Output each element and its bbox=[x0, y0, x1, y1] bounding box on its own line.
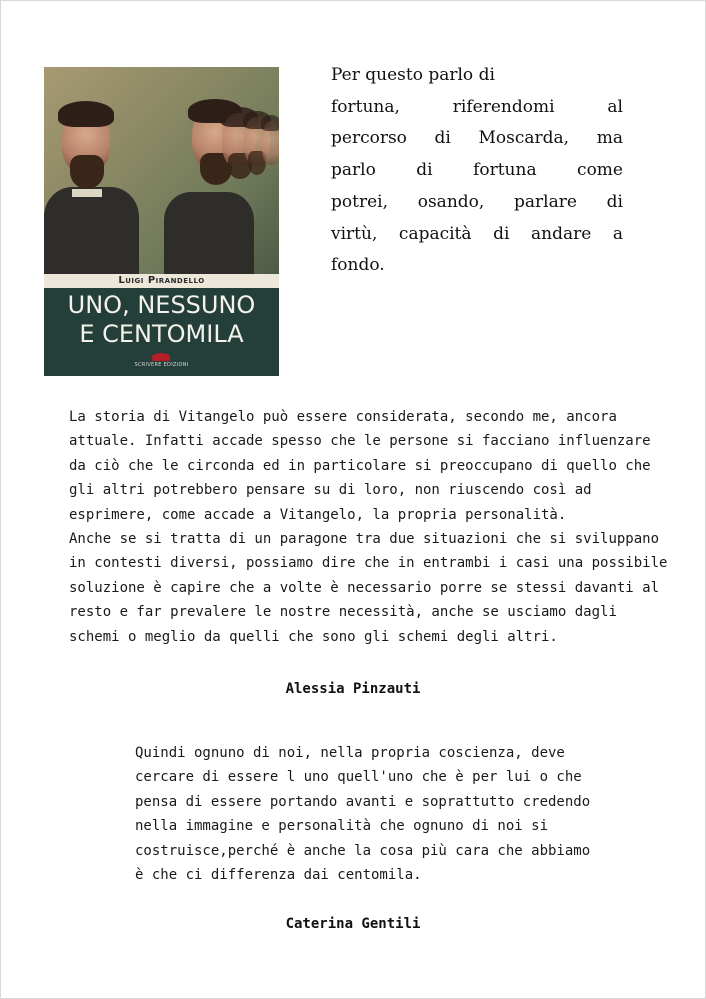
intro-line: potrei, osando, parlare di bbox=[331, 191, 623, 212]
intro-line: fondo. bbox=[331, 255, 385, 276]
intro-paragraph bbox=[331, 60, 623, 282]
essay1-line: in contesti diversi, possiamo dire che in entrambi i casi una possibile bbox=[69, 555, 668, 572]
essay2-line: costruisce,perché è anche la cosa più cara che abbiamo bbox=[135, 842, 591, 859]
essay1-line: schemi o meglio da quelli che sono gli schemi degli altri. bbox=[69, 628, 558, 645]
essay1-line: soluzione è capire che a volte è necessario porre se stessi davanti al bbox=[69, 579, 660, 596]
essay2-paragraph bbox=[135, 741, 605, 887]
essay2-line: è che ci differenza dai centomila. bbox=[135, 867, 422, 884]
book-cover-image bbox=[44, 67, 279, 376]
intro-line: percorso di Moscarda, ma bbox=[331, 128, 623, 149]
intro-line: parlo di fortuna come bbox=[331, 160, 623, 181]
cover-painting bbox=[44, 67, 279, 274]
essay1-line: da ciò che le circonda ed in particolare si preoccupano di quello che bbox=[69, 457, 651, 474]
essay1-line: Anche se si tratta di un paragone tra due situazioni che si sviluppano bbox=[69, 531, 660, 547]
cover-publisher: SCRIVERE EDIZIONI bbox=[134, 362, 189, 368]
essay1-line: gli altri potrebbero pensare su di loro, non riuscendo così ad bbox=[69, 482, 592, 499]
cover-title-line2: E CENTOMILA bbox=[79, 320, 244, 348]
publisher-logo-icon bbox=[152, 353, 170, 361]
essay1-line: esprimere, come accade a Vitangelo, la propria personalità. bbox=[69, 506, 567, 523]
essay1-line: La storia di Vitangelo può essere considerata, secondo me, ancora bbox=[69, 409, 617, 425]
essay2-line: Quindi ognuno di noi, nella propria coscienza, deve bbox=[135, 745, 565, 761]
essay2-line: cercare di essere l uno quell'uno che è per lui o che bbox=[135, 769, 582, 786]
essay1-paragraph1 bbox=[69, 405, 669, 527]
essay2-line: nella immagine e personalità che ognuno di noi si bbox=[135, 818, 549, 835]
essay2-line: pensa di essere portando avanti e soprattutto credendo bbox=[135, 793, 591, 810]
intro-line: virtù, capacità di andare a bbox=[331, 223, 623, 244]
essay1-author: Alessia Pinzauti bbox=[285, 681, 421, 697]
essay1-line: attuale. Infatti accade spesso che le persone si facciano influenzare bbox=[69, 433, 651, 450]
intro-line: fortuna, riferendomi al bbox=[331, 96, 623, 117]
cover-title-line1: UNO, NESSUNO bbox=[67, 291, 256, 319]
essay1-line: resto e far prevalere le nostre necessità, anche se usciamo dagli bbox=[69, 604, 617, 621]
cover-author: Luigi Pirandello bbox=[118, 275, 205, 286]
essay1-paragraph2 bbox=[69, 527, 669, 649]
intro-line: Per questo parlo di bbox=[331, 65, 495, 85]
essay2-author: Caterina Gentili bbox=[285, 916, 421, 932]
